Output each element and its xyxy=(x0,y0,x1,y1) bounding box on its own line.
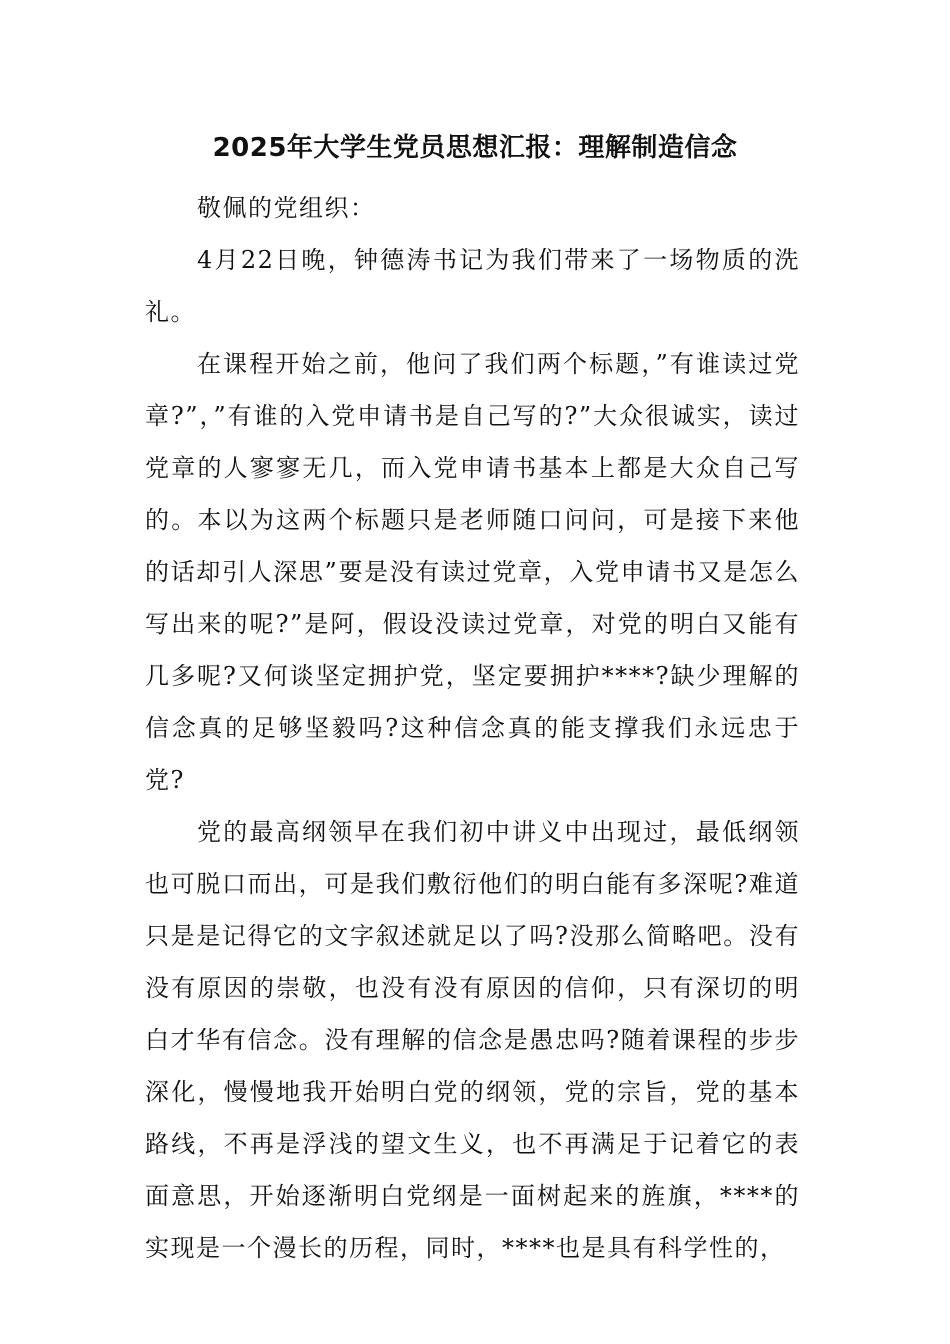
document-body xyxy=(145,182,800,1274)
salutation: 敬佩的党组织： xyxy=(197,194,376,222)
paragraph: 4月22日晚，钟德涛书记为我们带来了一场物质的洗礼。 xyxy=(145,246,800,326)
document-title: 2025年大学生党员思想汇报：理解制造信念 xyxy=(212,133,738,163)
paragraph: 在课程开始之前，他问了我们两个标题，”有谁读过党章?”，”有谁的入党申请书是自己写的?”大众很诚实，读过党章的人寥寥无几，而入党申请书基本上都是大众自己写的。本以为这两个标题只是老师随口问问，可是接下来他的话却引人深思”要是没有读过党章，入党申请书又是怎么写出来的呢?”是阿，假设没读过党章，对党的明白又能有几多呢?又何谈坚定拥护党，坚定要拥护****?缺少理解的信念真的足够坚毅吗?这种信念真的能支撑我们永远忠于党? xyxy=(145,350,800,794)
paragraph: 党的最高纲领早在我们初中讲义中出现过，最低纲领也可脱口而出，可是我们敷衍他们的明白能有多深呢?难道只是是记得它的文字叙述就足以了吗?没那么简略吧。没有没有原因的崇敬，也没有没有原因的信仰，只有深切的明白才华有信念。没有理解的信念是愚忠吗?随着课程的步步深化，慢慢地我开始明白党的纲领，党的宗旨，党的基本路线，不再是浮浅的望文生义，也不再满足于记着它的表面意思，开始逐渐明白党纲是一面树起来的旌旗，****的实现是一个漫长的历程，同时，****也是具有科学性的， xyxy=(145,818,800,1262)
